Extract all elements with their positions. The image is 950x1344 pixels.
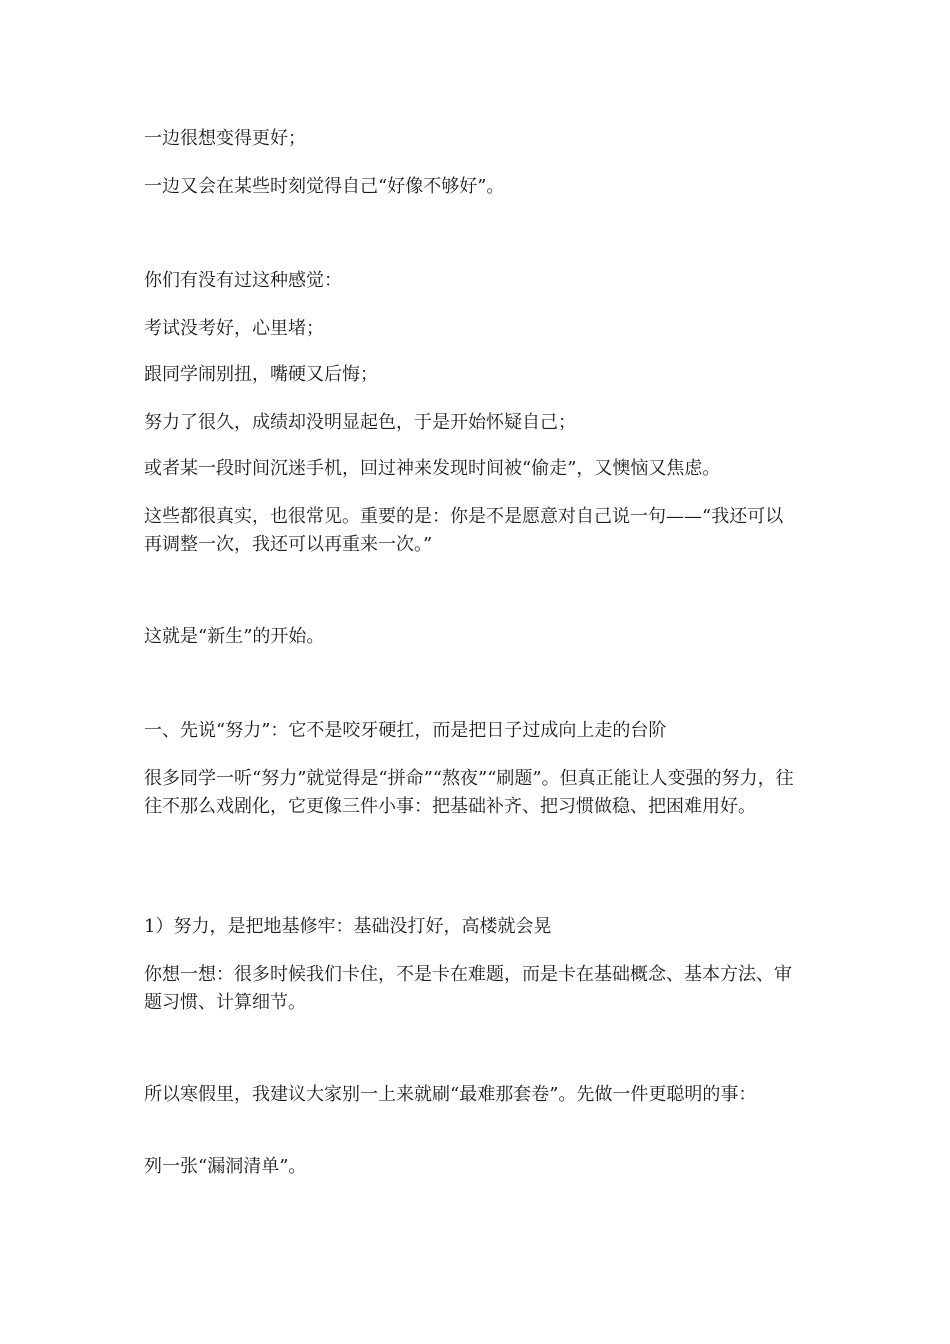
paragraph-4: 考试没考好，心里堵；: [144, 318, 324, 339]
paragraph-3: 你们有没有过这种感觉：: [144, 270, 342, 291]
paragraph-9: 这就是“新生”的开始。: [144, 626, 325, 647]
paragraph-11: 你想一想：很多时候我们卡住，不是卡在难题，而是卡在基础概念、基本方法、审题习惯、计算细节。: [144, 964, 792, 1013]
paragraph-10: 很多同学一听“努力”就觉得是“拼命”“熬夜”“刷题”。但真正能让人变强的努力，往往不那么戏剧化，它更像三件小事：把基础补齐、把习惯做稳、把困难用好。: [144, 768, 794, 817]
paragraph-12: 所以寒假里，我建议大家别一上来就刷“最难那套卷”。先做一件更聪明的事：: [144, 1084, 757, 1105]
section-heading-1: 一、先说“努力”：它不是咬牙硬扛，而是把日子过成向上走的台阶: [144, 720, 667, 741]
paragraph-5: 跟同学闹别扭，嘴硬又后悔；: [144, 364, 378, 385]
paragraph-7: 或者某一段时间沉迷手机，回过神来发现时间被“偷走”，又懊恼又焦虑。: [144, 458, 721, 479]
paragraph-8: 这些都很真实，也很常见。重要的是：你是不是愿意对自己说一句——“我还可以再调整一次，我还可以再重来一次。”: [144, 506, 784, 555]
paragraph-1: 一边很想变得更好；: [144, 128, 306, 149]
paragraph-6: 努力了很久，成绩却没明显起色，于是开始怀疑自己；: [144, 412, 576, 433]
subsection-heading-1: 1）努力，是把地基修牢：基础没打好，高楼就会晃: [144, 916, 552, 937]
paragraph-13: 列一张“漏洞清单”。: [144, 1156, 307, 1177]
paragraph-2: 一边又会在某些时刻觉得自己“好像不够好”。: [144, 176, 505, 197]
